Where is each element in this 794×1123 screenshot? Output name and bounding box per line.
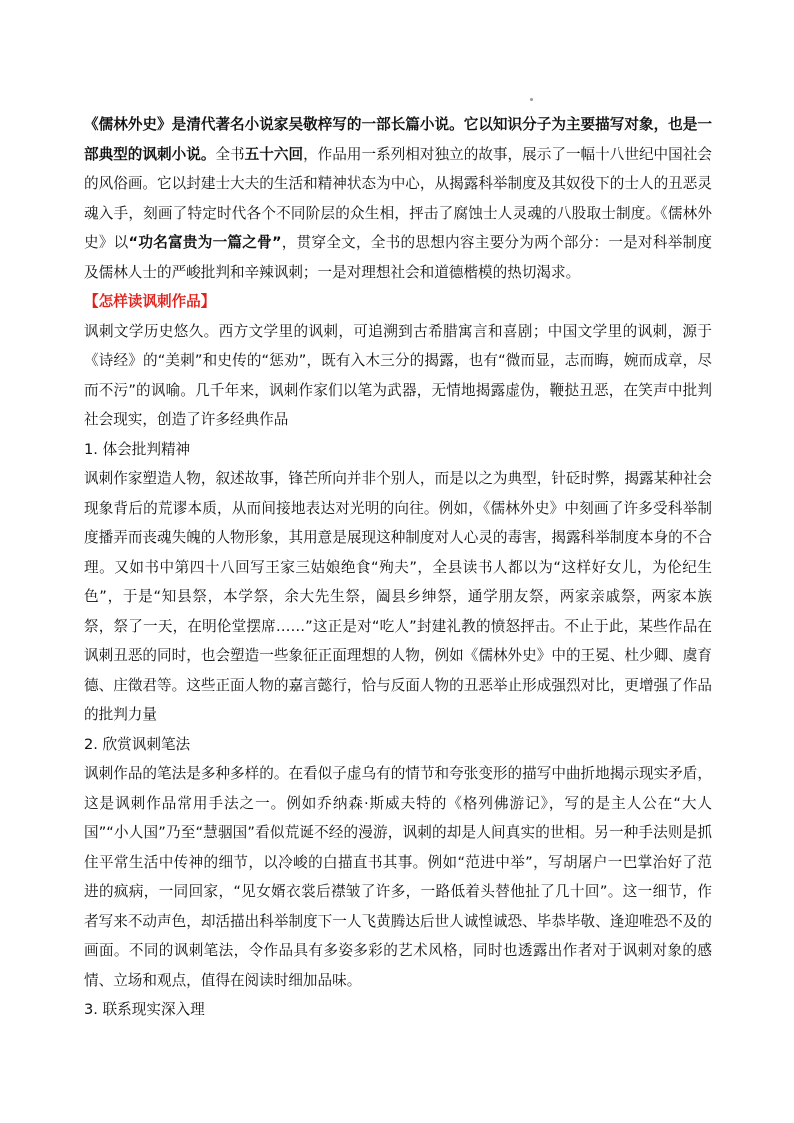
section-heading: 【怎样读讽刺作品】 — [84, 293, 216, 310]
item-2-text: 讽刺作品的笔法是多种多样的。在看似子虚乌有的情节和夸张变形的描写中曲折地揭示现实矛盾，这是讽刺作品常用手法之一。例如乔纳森·斯威夫特的《格列佛游记》，写的是主人公在“大人国”“小人国”乃至“慧骃国”看似荒诞不经的漫游，讽刺的却是人间真实的世相。另一种手法则是抓住平常生活中传神的细节，以冷峻的白描直书其事。例如“范进中举”，写胡屠户一巴掌治好了范进的疯病，一同回家，“见女婿衣裳后襟皱了许多，一路低着头替他扯了几十回”。这一细节，作者写来不动声色，却活描出科举制度下一人飞黄腾达后世人诚惶诚恐、毕恭毕敬、逢迎唯恐不及的画面。不同的讽刺笔法，令作品具有多姿多彩的艺术风格，同时也透露出作者对于讽刺对象的感情、立场和观点，值得在阅读时细加品味。 — [84, 765, 712, 989]
key-quote: “功名富贵为一篇之骨” — [128, 234, 282, 251]
document-page — [84, 110, 712, 1025]
book-title: 《儒林外史》 — [84, 116, 172, 133]
item-3-title: 3. 联系现实深入理 — [84, 1001, 205, 1018]
item-2-title: 2. 欣赏讽刺笔法 — [84, 735, 191, 753]
section-intro-paragraph: 讽刺文学历史悠久。西方文学里的讽刺，可追溯到古希腊寓言和喜剧；中国文学里的讽刺，源于《诗经》的“美刺”和史传的“惩劝”，既有入木三分的揭露，也有“微而显，志而晦，婉而成章，尽而不污”的讽喻。几千年来，讽刺作家们以笔为武器，无情地揭露虚伪，鞭挞丑恶，在笑声中批判社会现实，创造了许多经典作品 — [84, 322, 712, 428]
item-1-title: 1. 体会批判精神 — [84, 440, 191, 458]
intro-text-main: ，作品用一系列相对独立的故事，展示了一幅十八世纪中国社会的风俗画。它以封建士大夫的生活和精神状态为中心，从揭露科举制度及其奴役下的士人的丑恶灵魂入手，刻画了特定时代各个不同阶层的众生相，抨击了腐蚀士人灵魂的八股取士制度。《儒林外史》以 — [84, 145, 712, 251]
item-1-text: 讽刺作家塑造人物，叙述故事，锋芒所向并非个别人，而是以之为典型，针砭时弊，揭露某种社会现象背后的荒谬本质，从而间接地表达对光明的向往。例如，《儒林外史》中刻画了许多受科举制度播弄而丧魂失魄的人物形象，其用意是展现这种制度对人心灵的毒害，揭露科举制度本身的不合理。又如书中第四十八回写王家三姑娘绝食“殉夫”，全县读书人都以为“这样好女儿，为伦纪生色”，于是“知县祭，本学祭，余大先生祭，阖县乡绅祭，通学朋友祭，两家亲戚祭，两家本族祭，祭了一天，在明伦堂摆席……”这正是对“吃人”封建礼教的愤怒抨击。不止于此，某些作品在讽刺丑恶的同时，也会塑造一些象征正面理想的人物，例如《儒林外史》中的王冕、杜少卿、虞育德、庄徵君等。这些正面人物的嘉言懿行，恰与反面人物的丑恶举止形成强烈对比，更增强了作品的批判力量 — [84, 470, 712, 723]
scan-dot-mark — [530, 98, 533, 101]
intro-text-end: ，贯穿全文，全书的思想内容主要分为两个部分：一是对科举制度及儒林人士的严峻批判和辛辣讽刺；一是对理想社会和道德楷模的热切渴求。 — [84, 234, 712, 281]
intro-text-part: 全书 — [215, 145, 245, 163]
intro-bold-sentence: 是清代著名小说家吴敬梓写的一部长篇小说。它以知识分子为主要描写对象，也是一部典型的讽刺小说。 — [84, 116, 712, 163]
chapter-count: 五十六回 — [244, 145, 304, 163]
intro-paragraph — [84, 110, 712, 287]
